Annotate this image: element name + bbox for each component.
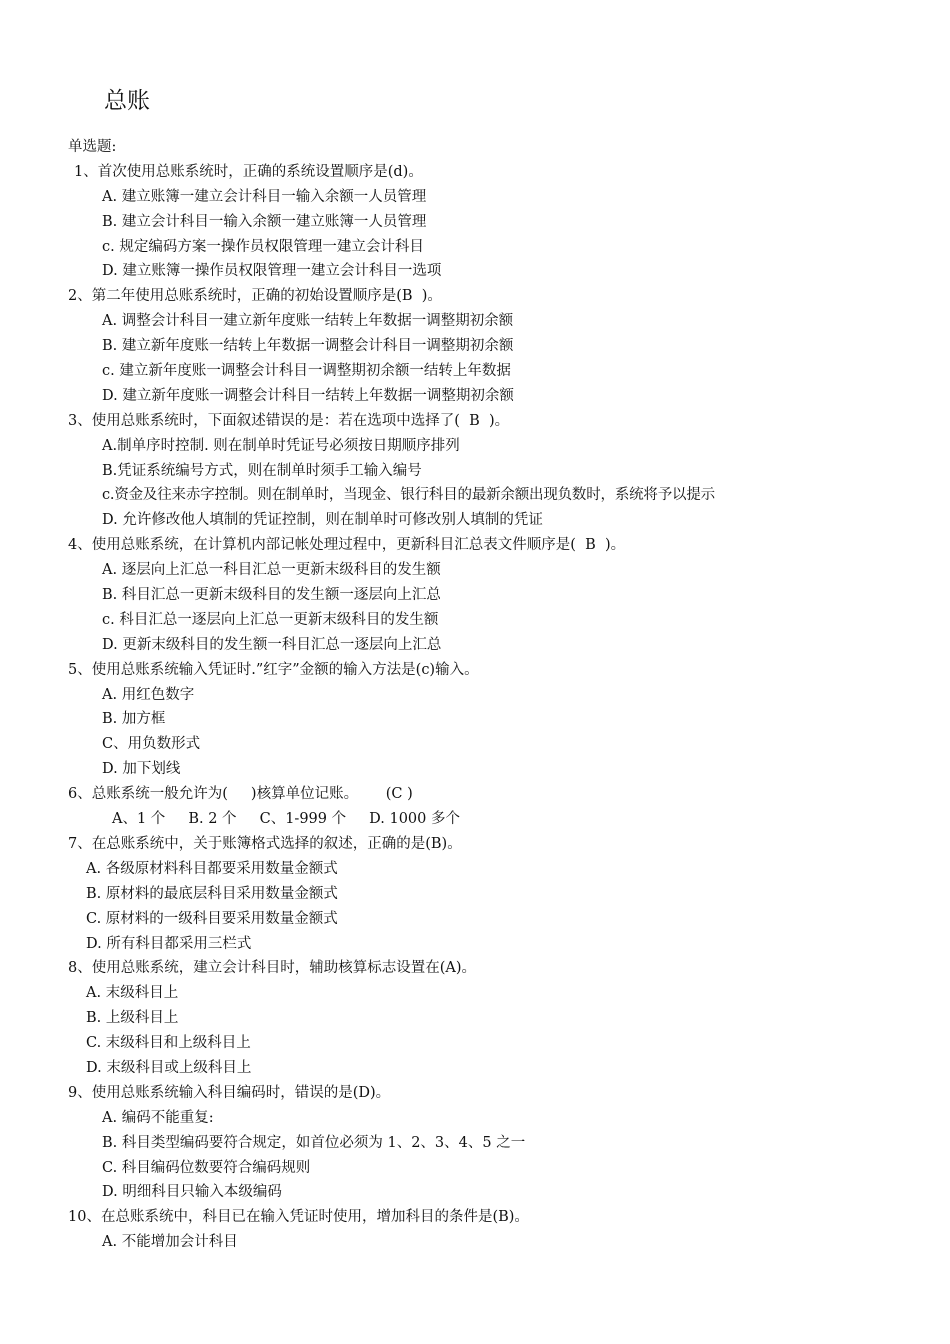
answer-option: A. 建立账簿一建立会计科目一输入余额一人员管理	[102, 188, 427, 205]
answer-option: A. 不能增加会计科目	[102, 1234, 238, 1251]
question-stem: 4、使用总账系统，在计算机内部记帐处理过程中，更新科目汇总表文件顺序是( B )。	[68, 537, 626, 554]
answer-option: A. 编码不能重复:	[102, 1109, 214, 1126]
answer-option: D. 加下划线	[102, 761, 181, 778]
answer-option: B. 加方框	[102, 711, 166, 728]
answer-option: B. 科目类型编码要符合规定，如首位必须为 1、2、3、4、5 之一	[102, 1134, 526, 1151]
question-stem: 3、使用总账系统时，下面叙述错误的是：若在选项中选择了( B )。	[68, 412, 510, 429]
answer-option: A. 各级原材料科目都要采用数量金额式	[86, 860, 338, 877]
answer-option: D. 所有科目都采用三栏式	[86, 935, 252, 952]
answer-option: B. 建立会计科目一输入余额一建立账簿一人员管理	[102, 213, 427, 230]
document-title: 总账	[104, 88, 150, 114]
question-stem: 10、在总账系统中，科目已在输入凭证时使用，增加科目的条件是(B)。	[68, 1209, 529, 1226]
question-list	[0, 135, 950, 1255]
answer-option: D. 更新末级科目的发生额一科目汇总一逐层向上汇总	[102, 636, 442, 653]
answer-option: C. 科目编码位数要符合编码规则	[102, 1159, 311, 1176]
answer-option: C. 原材料的一级科目要采用数量金额式	[86, 910, 338, 927]
answer-option: A. 用红色数字	[102, 686, 195, 703]
answer-option: B. 建立新年度账一结转上年数据一调整会计科目一调整期初余额	[102, 338, 514, 355]
answer-option: c. 建立新年度账一调整会计科目一调整期初余额一结转上年数据	[102, 363, 511, 380]
answer-option: B. 上级科目上	[86, 1010, 179, 1027]
answer-option: c. 规定编码方案一操作员权限管理一建立会计科目	[102, 238, 424, 255]
answer-option: D. 末级科目或上级科目上	[86, 1059, 252, 1076]
answer-option: D. 建立账簿一操作员权限管理一建立会计科目一选项	[102, 263, 442, 280]
question-stem: 2、第二年使用总账系统时，正确的初始设置顺序是(B )。	[68, 288, 442, 305]
question-lines	[0, 160, 950, 1255]
answer-option: A. 调整会计科目一建立新年度账一结转上年数据一调整期初余额	[102, 313, 514, 330]
answer-option: C、用负数形式	[102, 736, 201, 753]
answer-option: D. 允许修改他人填制的凭证控制，则在制单时可修改别人填制的凭证	[102, 512, 543, 529]
answer-option: D. 明细科目只输入本级编码	[102, 1184, 282, 1201]
answer-option: c. 科目汇总一逐层向上汇总一更新末级科目的发生额	[102, 611, 439, 628]
answer-option: A. 末级科目上	[86, 985, 179, 1002]
question-stem: 1、首次使用总账系统时，正确的系统设置顺序是(d)。	[74, 163, 423, 180]
question-stem: 5、使用总账系统输入凭证时.”红字”金额的输入方法是(c)输入。	[68, 661, 479, 678]
answer-option: C. 末级科目和上级科目上	[86, 1035, 251, 1052]
question-stem: 6、总账系统一般允许为( )核算单位记账。 (C )	[68, 786, 413, 803]
question-stem: 8、使用总账系统，建立会计科目时，辅助核算标志设置在(A)。	[68, 960, 477, 977]
answer-option: A、1 个 B. 2 个 C、1-999 个 D. 1000 多个	[112, 811, 460, 828]
answer-option: c.资金及往来赤字控制。则在制单时，当现金、银行科目的最新余额出现负数时，系统将予以提示	[102, 487, 715, 504]
answer-option: B. 科目汇总一更新末级科目的发生额一逐层向上汇总	[102, 587, 441, 604]
answer-option: A. 逐层向上汇总一科目汇总一更新末级科目的发生额	[102, 562, 441, 579]
answer-option: D. 建立新年度账一调整会计科目一结转上年数据一调整期初余额	[102, 387, 514, 404]
answer-option: B.凭证系统编号方式，则在制单时须手工输入编号	[102, 462, 422, 479]
section-heading: 单选题:	[68, 139, 117, 155]
answer-option: A.制单序时控制. 则在制单时凭证号必须按日期顺序排列	[102, 437, 460, 454]
answer-option: B. 原材料的最底层科目采用数量金额式	[86, 885, 338, 902]
question-stem: 7、在总账系统中，关于账簿格式选择的叙述，正确的是(B)。	[68, 835, 462, 852]
question-stem: 9、使用总账系统输入科目编码时，错误的是(D)。	[68, 1084, 391, 1101]
